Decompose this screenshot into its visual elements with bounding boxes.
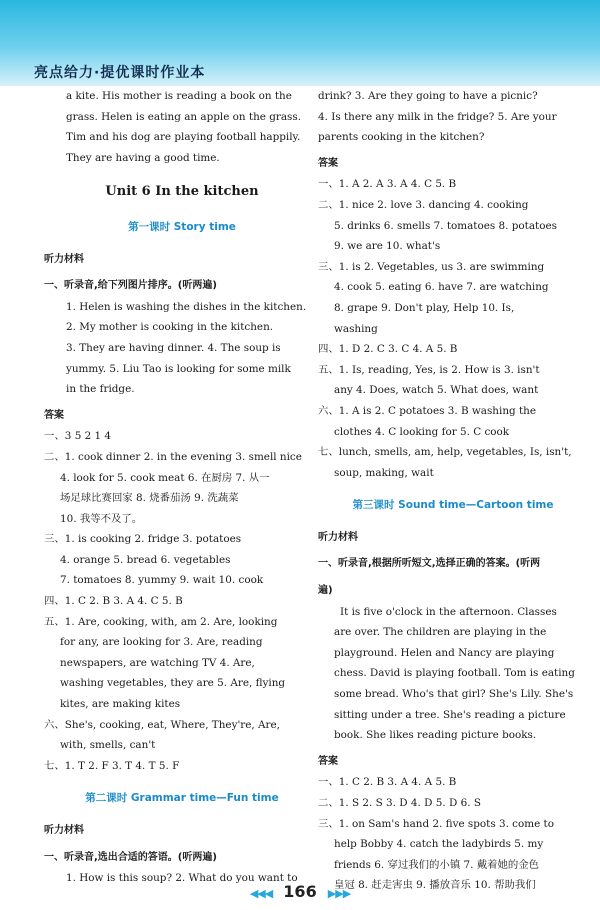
left-lines2-line: 听力材料 xyxy=(44,253,84,265)
right-lines-line: clothes 4. C looking for 5. C cook xyxy=(334,425,510,438)
right-lines2-line: help Bobby 4. catch the ladybirds 5. my xyxy=(334,838,544,851)
right-lines2-line: sitting under a tree. She's reading a picture xyxy=(334,708,566,721)
left-lines-line: a kite. His mother is reading a book on the xyxy=(66,90,292,102)
right-lines-line: 二、1. nice 2. love 3. dancing 4. cooking xyxy=(318,198,529,211)
left-lines-line: Tim and his dog are playing football happily. xyxy=(66,131,301,144)
right-lines-line: 四、1. D 2. C 3. C 4. A 5. B xyxy=(318,343,458,356)
right-lines2-line: 二、1. S 2. S 3. D 4. D 5. D 6. S xyxy=(318,797,481,809)
right-lines2-line: 三、1. on Sam's hand 2. five spots 3. come to xyxy=(318,817,554,830)
left-lines2-line: washing vegetables, they are 5. Are, flying xyxy=(60,677,286,690)
left-lines3-line: 一、听录音,选出合适的答语。(听两遍) xyxy=(44,851,217,863)
right-lines-line: 六、1. A is 2. C potatoes 3. B washing the xyxy=(318,404,536,417)
book-title: 亮点给力·提优课时作业本 xyxy=(34,65,206,81)
right-lines-line: any 4. Does, watch 5. What does, want xyxy=(334,384,539,397)
left-lines2-line: 七、1. T 2. F 3. T 4. T 5. F xyxy=(44,759,180,772)
lesson-3-title: 第三课时 Sound time—Cartoon time xyxy=(352,499,554,512)
right-lines-line: soup, making, wait xyxy=(334,466,434,479)
left-lines2-line: with, smells, can't xyxy=(60,739,156,752)
left-lines2-line: 3. They are having dinner. 4. The soup is xyxy=(66,341,281,354)
left-lines2-line: 答案 xyxy=(44,409,64,421)
right-lines-line: 8. grape 9. Don't play, Help 10. Is, xyxy=(334,301,515,314)
next-arrows-icon: ▶▶▶ xyxy=(327,887,351,900)
left-lines2-line: 六、She's, cooking, eat, Where, They're, Are, xyxy=(44,718,280,731)
right-lines2-line: 遍) xyxy=(318,585,333,597)
left-lines3-line: 听力材料 xyxy=(44,825,84,836)
header-banner xyxy=(0,0,600,86)
left-lines2-line: 四、1. C 2. B 3. A 4. C 5. B xyxy=(44,595,183,608)
right-lines2-line: 一、听录音,根据所听短文,选择正确的答案。(听两 xyxy=(318,558,541,570)
right-lines-line: washing xyxy=(334,322,378,335)
right-lines2-line: 皇冠 8. 赶走害虫 9. 播放音乐 10. 帮助我们 xyxy=(334,879,536,892)
lesson-2-title: 第二课时 Grammar time—Fun time xyxy=(85,792,279,805)
right-lines2-line: chess. David is playing football. Tom is eating xyxy=(334,667,575,680)
right-lines2-line: 答案 xyxy=(318,755,338,767)
right-lines2-line: 一、1. C 2. B 3. A 4. A 5. B xyxy=(318,776,457,789)
right-lines-line: 4. cook 5. eating 6. have 7. are watching xyxy=(334,281,549,294)
right-lines2-line: friends 6. 穿过我们的小镇 7. 戴着她的金色 xyxy=(334,858,540,871)
left-lines2-line: yummy. 5. Liu Tao is looking for some milk xyxy=(66,362,291,375)
left-lines-line: They are having a good time. xyxy=(66,151,220,164)
page-number: 166 xyxy=(283,882,317,901)
right-lines2-line: are over. The children are playing in the xyxy=(334,626,547,639)
prev-arrows-icon: ◀◀◀ xyxy=(249,887,273,900)
right-lines2-line: 听力材料 xyxy=(318,531,358,543)
left-lines2-line: 7. tomatoes 8. yummy 9. wait 10. cook xyxy=(60,574,264,587)
lesson-1-title: 第一课时 Story time xyxy=(128,220,236,233)
left-lines2-line: 1. Helen is washing the dishes in the kitchen. xyxy=(66,300,307,313)
left-lines2-line: 五、1. Are, cooking, with, am 2. Are, looking xyxy=(44,615,278,628)
left-lines2-line: newspapers, are watching TV 4. Are, xyxy=(60,656,255,669)
right-lines2-line: book. She likes reading picture books. xyxy=(334,729,537,742)
page-footer xyxy=(0,882,600,901)
left-lines2-line: 4. look for 5. cook meat 6. 在厨房 7. 从一 xyxy=(60,471,270,484)
left-lines2-line: 三、1. is cooking 2. fridge 3. potatoes xyxy=(44,533,242,546)
left-lines2-line: 二、1. cook dinner 2. in the evening 3. smell nice xyxy=(44,450,302,463)
right-lines2-line: some bread. Who's that girl? She's Lily. She's xyxy=(334,688,574,701)
left-lines2-line: kites, are making kites xyxy=(60,698,181,711)
left-lines2-line: 一、3 5 2 1 4 xyxy=(44,430,112,443)
left-lines-line: grass. Helen is eating an apple on the grass. xyxy=(66,110,302,123)
left-column xyxy=(44,86,320,889)
right-lines-line: 一、1. A 2. A 3. A 4. C 5. B xyxy=(318,178,457,191)
right-lines-line: drink? 3. Are they going to have a picnic? xyxy=(318,90,538,102)
unit-title: Unit 6 In the kitchen xyxy=(105,184,259,200)
right-lines-line: 5. drinks 6. smells 7. tomatoes 8. potatoes xyxy=(334,219,557,232)
right-lines-line: 五、1. Is, reading, Yes, is 2. How is 3. isn't xyxy=(318,363,540,376)
left-lines3-line: 1. How is this soup? 2. What do you want to xyxy=(66,872,298,885)
right-lines-line: 三、1. is 2. Vegetables, us 3. are swimming xyxy=(318,260,545,273)
left-lines2-line: 场足球比赛回家 8. 烧番茄汤 9. 洗蔬菜 xyxy=(60,492,239,505)
left-lines2-line: 4. orange 5. bread 6. vegetables xyxy=(60,553,231,566)
right-lines-line: 4. Is there any milk in the fridge? 5. Are your xyxy=(318,110,557,123)
left-lines2-line: 10. 我等不及了。 xyxy=(60,512,143,525)
right-lines2-line: playground. Helen and Nancy are playing xyxy=(334,646,555,659)
right-lines-line: parents cooking in the kitchen? xyxy=(318,131,485,144)
left-lines2-line: 一、听录音,给下列图片排序。(听两遍) xyxy=(44,280,217,292)
right-lines2-line: It is five o'clock in the afternoon. Classes xyxy=(340,605,557,618)
left-lines2-line: 2. My mother is cooking in the kitchen. xyxy=(66,321,274,334)
right-lines-line: 答案 xyxy=(318,157,338,169)
left-lines2-line: in the fridge. xyxy=(66,383,135,396)
right-column xyxy=(318,86,588,896)
right-lines-line: 9. we are 10. what's xyxy=(334,240,441,253)
right-lines-line: 七、lunch, smells, am, help, vegetables, Is, isn't, xyxy=(318,446,572,459)
left-lines2-line: for any, are looking for 3. Are, reading xyxy=(60,636,263,649)
